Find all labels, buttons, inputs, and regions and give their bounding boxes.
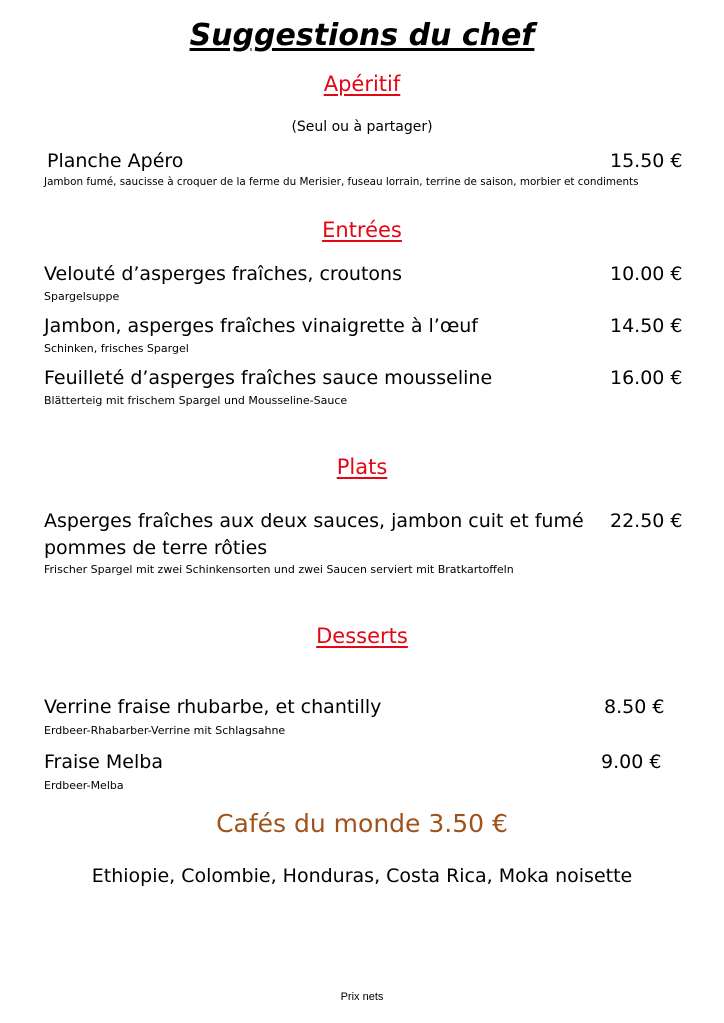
dish-description: Schinken, frisches Spargel [44, 342, 189, 355]
dish-name: Jambon, asperges fraîches vinaigrette à l’œuf [44, 315, 478, 337]
dish-name: Planche Apéro [47, 150, 184, 172]
aperitif-subtitle: (Seul ou à partager) [291, 119, 433, 135]
dish-price: 10.00 € [610, 263, 683, 285]
dish-name: Velouté d’asperges fraîches, croutons [44, 263, 402, 285]
dish-description: Blätterteig mit frischem Spargel und Mousseline-Sauce [44, 394, 348, 407]
footer-note: Prix nets [340, 991, 384, 1003]
dish-price: 14.50 € [610, 315, 683, 337]
dish-description: Erdbeer-Melba [44, 779, 124, 792]
dish-price: 9.00 € [601, 751, 662, 773]
section-heading-aperitif: Apéritif [323, 72, 401, 96]
dish-name-line2: pommes de terre rôties [44, 537, 268, 559]
dish-price: 22.50 € [610, 510, 683, 532]
dish-name: Feuilleté d’asperges fraîches sauce mousseline [44, 367, 493, 389]
cafes-heading: Cafés du monde 3.50 € [216, 809, 508, 838]
dish-description: Spargelsuppe [44, 290, 120, 303]
section-heading-desserts: Desserts [316, 624, 408, 648]
dish-description: Erdbeer-Rhabarber-Verrine mit Schlagsahne [44, 724, 286, 737]
section-heading-plats: Plats [336, 455, 388, 479]
dish-price: 15.50 € [610, 150, 683, 172]
dish-description: Jambon fumé, saucisse à croquer de la ferme du Merisier, fuseau lorrain, terrine de saison, morbier et condiments [44, 176, 639, 188]
dish-description: Frischer Spargel mit zwei Schinkensorten und zwei Saucen serviert mit Bratkartoffeln [44, 563, 514, 576]
dish-name-line1: Asperges fraîches aux deux sauces, jambon cuit et fumé [44, 510, 584, 532]
dish-name: Verrine fraise rhubarbe, et chantilly [44, 696, 382, 718]
menu-title: Suggestions du chef [189, 18, 535, 53]
section-heading-entrees: Entrées [322, 218, 402, 242]
dish-name: Fraise Melba [44, 751, 163, 773]
cafes-origins: Ethiopie, Colombie, Honduras, Costa Rica, Moka noisette [91, 865, 633, 887]
dish-price: 16.00 € [610, 367, 683, 389]
dish-price: 8.50 € [604, 696, 665, 718]
